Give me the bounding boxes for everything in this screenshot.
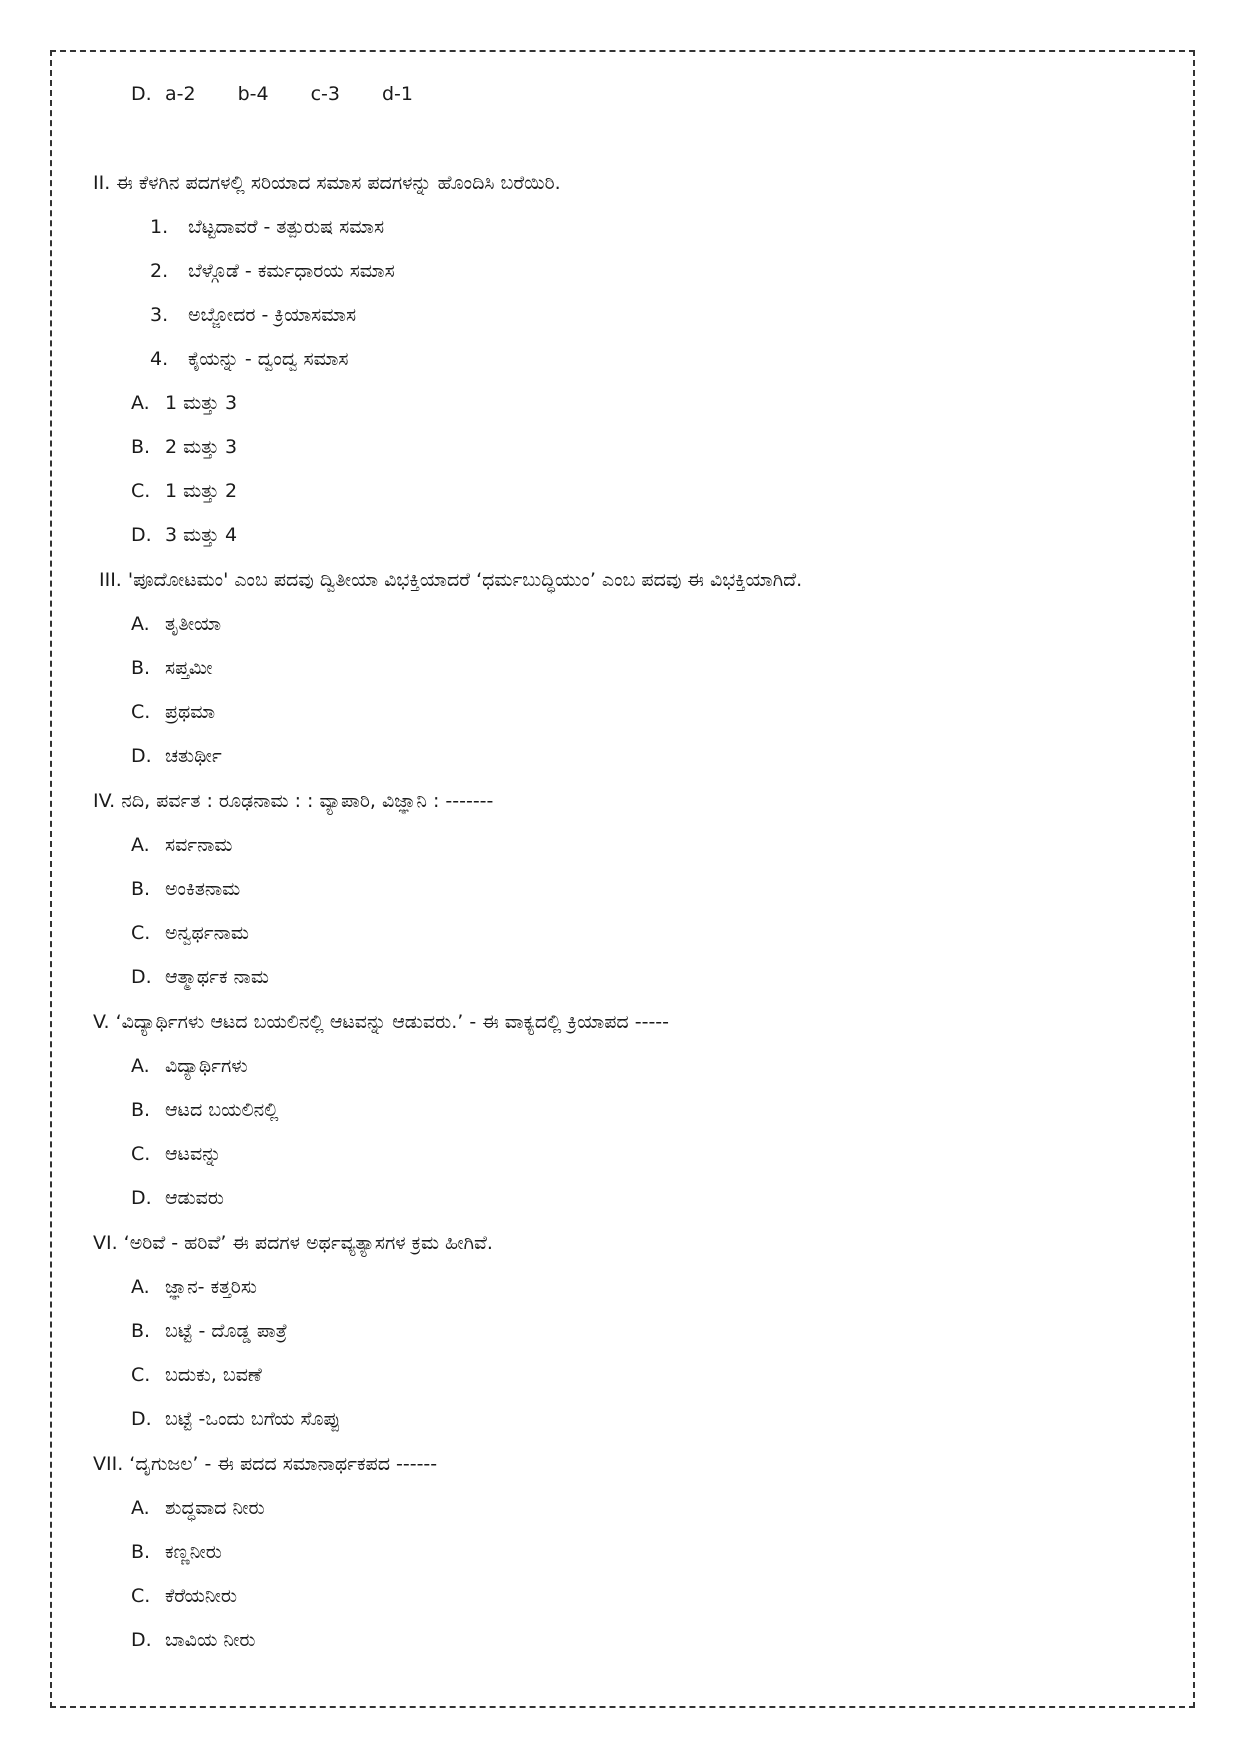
option [131, 743, 222, 769]
question-5: V. ‘ವಿದ್ಯಾರ್ಥಿಗಳು ಆಟದ ಬಯಲಿನಲ್ಲಿ ಆಟವನ್ನು ಆಡುವರು.’ - ಈ ವಾಕ್ಯದಲ್ಲಿ ಕ್ರಿಯಾಪದ ----- [93, 1011, 670, 1033]
pair: b-4 [237, 83, 269, 105]
option-text: ಆಟವನ್ನು [165, 1143, 222, 1165]
option-letter: D. [131, 745, 152, 767]
option-text: ಆಡುವರು [165, 1187, 224, 1209]
question-3: III. 'ಪೂದೋಟಮಂ' ಎಂಬ ಪದವು ದ್ವಿತೀಯಾ ವಿಭಕ್ತಿಯಾದರೆ ‘ಧರ್ಮಬುದ್ಧಿಯುಂ’ ಎಂಬ ಪದವು ಈ ವಿಭಕ್ತಿಯಾಗಿದೆ. [99, 569, 803, 591]
option [131, 1097, 279, 1123]
option-letter: A. [131, 834, 150, 856]
option-letter: D. [131, 966, 152, 988]
option [131, 832, 232, 858]
option [131, 876, 240, 902]
option-text: 3 ಮತ್ತು 4 [165, 524, 238, 546]
question-7: VII. ‘ದೃಗುಜಲ’ - ಈ ಪದದ ಸಮಾನಾರ್ಥಕಪದ ------ [93, 1453, 438, 1475]
option-letter: B. [131, 1099, 151, 1121]
option-letter: B. [131, 878, 151, 900]
list-item [150, 346, 349, 372]
option-letter: A. [131, 392, 150, 414]
option [131, 434, 237, 460]
option [131, 655, 213, 681]
option-text: ತೃತೀಯಾ [165, 613, 222, 635]
option-letter: C. [131, 922, 151, 944]
option-text: ಪ್ರಥಮಾ [165, 701, 216, 723]
option [131, 1539, 222, 1565]
top-answer-option [131, 81, 413, 107]
question-2: II. ಈ ಕೆಳಗಿನ ಪದಗಳಲ್ಲಿ ಸರಿಯಾದ ಸಮಾಸ ಪದಗಳನ್ನು ಹೊಂದಿಸಿ ಬರೆಯಿರಿ. [93, 172, 561, 194]
option [131, 1053, 248, 1079]
option-letter: D. [131, 83, 152, 105]
option [131, 920, 249, 946]
list-item [150, 302, 356, 328]
option [131, 478, 237, 504]
option-letter: B. [131, 1541, 151, 1563]
option [131, 522, 237, 548]
item-text: ಬೆಟ್ಟದಾವರೆ - ತತ್ಪುರುಷ ಸಮಾಸ [188, 216, 385, 238]
item-number: 4. [150, 348, 169, 370]
option [131, 1362, 262, 1388]
option-letter: A. [131, 1055, 150, 1077]
pair: c-3 [310, 83, 340, 105]
option-letter: A. [131, 1276, 150, 1298]
pair: a-2 [165, 83, 196, 105]
option [131, 1583, 237, 1609]
question-6: VI. ‘ಅರಿವೆ - ಹರಿವೆ’ ಈ ಪದಗಳ ಅರ್ಥವ್ಯತ್ಯಾಸಗಳ ಕ್ರಮ ಹೀಗಿವೆ. [93, 1232, 493, 1254]
item-text: ಕೈಯನ್ನು - ದ್ವಂದ್ವ ಸಮಾಸ [188, 348, 349, 370]
option [131, 1185, 224, 1211]
option-letter: C. [131, 1364, 151, 1386]
option-text: ಅನ್ವರ್ಥನಾಮ [165, 922, 249, 944]
option-text: ಬಟ್ಟೆ -ಒಂದು ಬಗೆಯ ಸೊಪ್ಪು [165, 1408, 341, 1430]
option-text: ಕಣ್ಣನೀರು [165, 1541, 222, 1563]
option-text: ವಿದ್ಯಾರ್ಥಿಗಳು [165, 1055, 248, 1077]
option [131, 1627, 255, 1653]
pair: d-1 [382, 83, 414, 105]
option-text: ಅಂಕಿತನಾಮ [165, 878, 241, 900]
list-item [150, 214, 384, 240]
option-text: 1 ಮತ್ತು 2 [165, 480, 238, 502]
option-letter: D. [131, 1408, 152, 1430]
option-text: 2 ಮತ್ತು 3 [165, 436, 238, 458]
option [131, 611, 221, 637]
option-text: ಬಟ್ಟೆ - ದೊಡ್ಡ ಪಾತ್ರೆ [165, 1320, 288, 1342]
option [131, 1406, 340, 1432]
option [131, 964, 269, 990]
option [131, 390, 237, 416]
item-number: 1. [150, 216, 169, 238]
option [131, 1495, 265, 1521]
option-text: ಕೆರೆಯನೀರು [165, 1585, 237, 1607]
list-item [150, 258, 395, 284]
option-text: ಸಪ್ತಮೀ [165, 657, 213, 679]
option-letter: D. [131, 524, 152, 546]
option [131, 1318, 287, 1344]
option [131, 1274, 257, 1300]
option-text: ಆತ್ಮಾರ್ಥಕ ನಾಮ [165, 966, 269, 988]
option-text: 1 ಮತ್ತು 3 [165, 392, 238, 414]
option-text: ಚತುರ್ಥೀ [165, 745, 222, 767]
option-letter: D. [131, 1187, 152, 1209]
option-text: ಆಟದ ಬಯಲಿನಲ್ಲಿ [165, 1099, 279, 1121]
option-text: ಶುದ್ಧವಾದ ನೀರು [165, 1497, 265, 1519]
question-4: IV. ನದಿ, ಪರ್ವತ : ರೂಢನಾಮ : : ವ್ಯಾಪಾರಿ, ವಿಜ್ಞಾನಿ : ------- [93, 790, 494, 812]
option-text: ಸರ್ವನಾಮ [165, 834, 233, 856]
option-text: ಜ್ಞಾನ- ಕತ್ತರಿಸು [165, 1276, 257, 1298]
option [131, 699, 215, 725]
option-letter: C. [131, 1143, 151, 1165]
option-text: ಬದುಕು, ಬವಣೆ [165, 1364, 262, 1386]
option-letter: A. [131, 1497, 150, 1519]
item-text: ಬೆಳ್ಗೊಡೆ - ಕರ್ಮಧಾರಯ ಸಮಾಸ [188, 260, 395, 282]
option-letter: C. [131, 701, 151, 723]
option-letter: B. [131, 1320, 151, 1342]
item-number: 3. [150, 304, 169, 326]
option-letter: B. [131, 436, 151, 458]
option-letter: B. [131, 657, 151, 679]
item-number: 2. [150, 260, 169, 282]
option-text: ಬಾವಿಯ ನೀರು [165, 1629, 256, 1651]
option-letter: C. [131, 1585, 151, 1607]
option-letter: D. [131, 1629, 152, 1651]
option-letter: C. [131, 480, 151, 502]
option-letter: A. [131, 613, 150, 635]
item-text: ಅಬ್ಜೋದರ - ಕ್ರಿಯಾಸಮಾಸ [188, 304, 357, 326]
option [131, 1141, 221, 1167]
